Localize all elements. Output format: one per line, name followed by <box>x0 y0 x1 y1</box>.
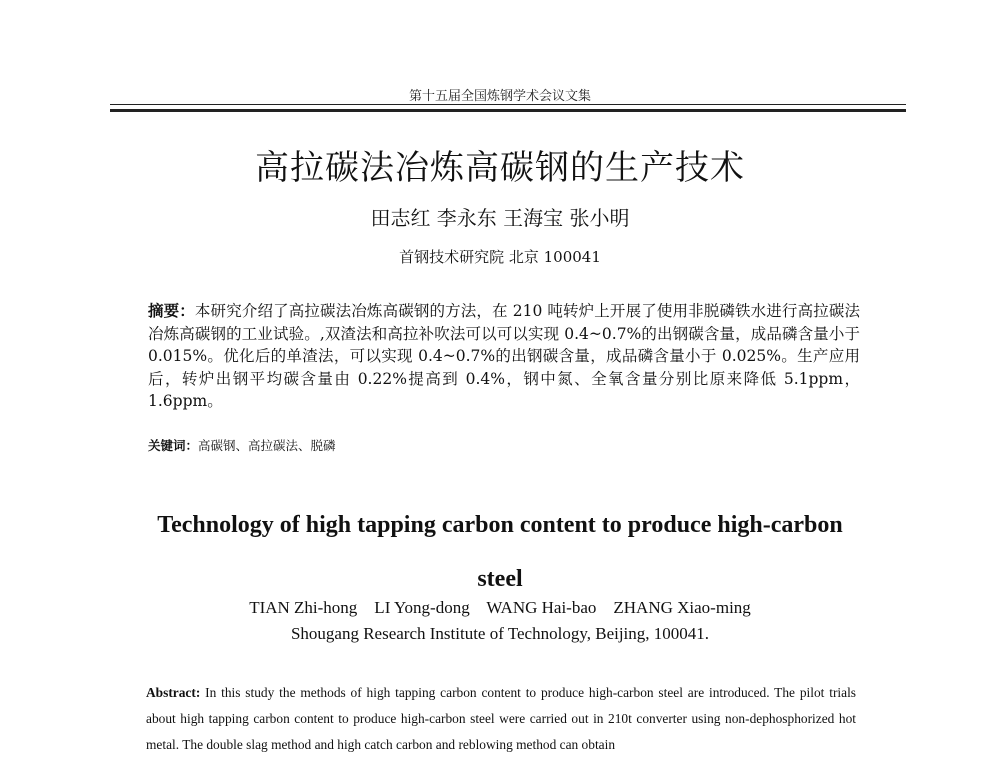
english-affiliation: Shougang Research Institute of Technology, Beijing, 100041. <box>290 624 710 643</box>
chinese-abstract-label: 摘要： <box>148 301 195 320</box>
chinese-affiliation: 首钢技术研究院 北京 100041 <box>399 248 601 266</box>
header-rule-thin <box>110 104 906 105</box>
chinese-keywords-text: 高碳钢、高拉碳法、脱磷 <box>198 438 336 453</box>
chinese-authors: 田志红 李永东 王海宝 张小明 <box>370 206 630 230</box>
english-abstract-label: Abstract: <box>146 685 201 700</box>
chinese-keywords-label: 关键词： <box>148 438 199 453</box>
header-rule-thick <box>110 109 906 112</box>
chinese-abstract <box>148 300 860 413</box>
english-abstract <box>146 680 856 758</box>
english-authors: TIAN Zhi-hong LI Yong-dong WANG Hai-bao ZHANG Xiao-ming <box>249 598 751 617</box>
english-abstract-text: In this study the methods of high tapping carbon content to produce high-carbon steel are introduced. The pilot trials about high tapping carbon content to produce high-carbon steel were carried out in 210t converter using non-dephosphorized hot metal. The double slag method and high catch carbon and reblowing method can obtain <box>146 685 856 752</box>
proceedings-header: 第十五届全国炼钢学术会议文集 <box>408 89 591 104</box>
chinese-abstract-text: 本研究介绍了高拉碳法冶炼高碳钢的方法，在 210 吨转炉上开展了使用非脱磷铁水进行高拉碳法冶炼高碳钢的工业试验。,双渣法和高拉补吹法可以可以实现 0.4~0.7%的出钢碳含量，成品磷含量小于 0.015%。优化后的单渣法，可以实现 0.4~0.7%的出钢碳含量，成品磷含量小于 0.025%。生产应用后，转炉出钢平均碳含量由 0.22%提高到 0.4%，钢中氮、全氧含量分别比原来降低 5.1ppm，1.6ppm。 <box>148 302 860 410</box>
chinese-title: 高拉碳法冶炼高碳钢的生产技术 <box>255 148 745 188</box>
chinese-keywords <box>148 436 860 454</box>
english-title: Technology of high tapping carbon content to produce high-carbon steel <box>157 512 843 592</box>
